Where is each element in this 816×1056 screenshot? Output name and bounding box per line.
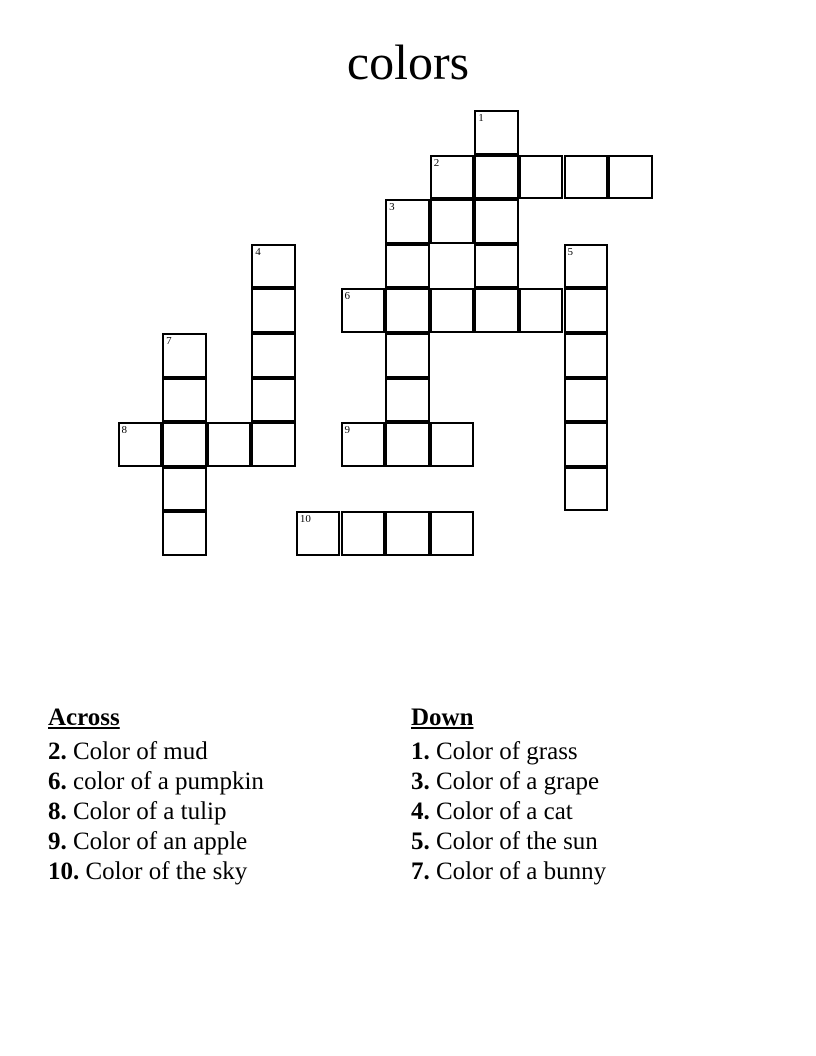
clue-text: Color of a cat xyxy=(436,798,573,825)
crossword-cell[interactable] xyxy=(474,244,519,289)
clue-text: Color of a grape xyxy=(436,768,600,795)
clue-down-7 xyxy=(411,857,606,887)
cell-number: 2 xyxy=(433,156,440,169)
crossword-cell[interactable] xyxy=(564,244,609,289)
crossword-cell[interactable] xyxy=(385,288,430,333)
clue-text: Color of mud xyxy=(73,738,208,765)
crossword-cell[interactable] xyxy=(474,288,519,333)
crossword-cell[interactable] xyxy=(519,155,564,200)
across-heading: Across xyxy=(48,704,120,731)
crossword-cell[interactable] xyxy=(430,199,475,244)
clue-number: 10. xyxy=(48,858,80,885)
crossword-cell[interactable] xyxy=(430,155,475,200)
crossword-cell[interactable] xyxy=(430,288,475,333)
crossword-cell[interactable] xyxy=(385,333,430,378)
crossword-cell[interactable] xyxy=(608,155,653,200)
crossword-cell[interactable] xyxy=(385,378,430,423)
crossword-cell[interactable] xyxy=(341,422,386,467)
crossword-cell[interactable] xyxy=(162,422,207,467)
crossword-cell[interactable] xyxy=(385,244,430,289)
crossword-cell[interactable] xyxy=(385,511,430,556)
crossword-cell[interactable] xyxy=(474,155,519,200)
crossword-cell[interactable] xyxy=(251,333,296,378)
crossword-cell[interactable] xyxy=(118,422,163,467)
clue-number: 8. xyxy=(48,798,67,825)
clue-number: 7. xyxy=(411,858,430,885)
crossword-cell[interactable] xyxy=(564,422,609,467)
clue-down-5 xyxy=(411,827,606,857)
down-heading: Down xyxy=(411,704,474,731)
crossword-cell[interactable] xyxy=(251,244,296,289)
clue-number: 3. xyxy=(411,768,430,795)
clue-text: Color of a tulip xyxy=(73,798,227,825)
crossword-cell[interactable] xyxy=(162,467,207,512)
crossword-cell[interactable] xyxy=(251,378,296,423)
clue-down-3 xyxy=(411,767,606,797)
crossword-cell[interactable] xyxy=(564,467,609,512)
crossword-cell[interactable] xyxy=(296,511,341,556)
clue-down-1 xyxy=(411,737,606,767)
clue-number: 9. xyxy=(48,828,67,855)
clue-across-8 xyxy=(48,797,264,827)
crossword-cell[interactable] xyxy=(474,199,519,244)
puzzle-title: colors xyxy=(346,34,470,90)
cell-number: 9 xyxy=(344,424,350,437)
clue-across-6 xyxy=(48,767,264,797)
crossword-cell[interactable] xyxy=(385,199,430,244)
clue-number: 4. xyxy=(411,798,430,825)
clue-across-9 xyxy=(48,827,264,857)
clue-number: 6. xyxy=(48,768,67,795)
cell-number: 3 xyxy=(389,201,395,214)
crossword-cell[interactable] xyxy=(430,422,475,467)
crossword-cell[interactable] xyxy=(162,378,207,423)
clue-text: color of a pumpkin xyxy=(73,768,264,795)
crossword-cell[interactable] xyxy=(564,378,609,423)
clue-number: 1. xyxy=(411,738,430,765)
crossword-cell[interactable] xyxy=(341,511,386,556)
clue-text: Color of the sun xyxy=(436,828,598,855)
clue-text: Color of grass xyxy=(436,738,578,765)
down-clues xyxy=(411,703,606,887)
cell-number: 5 xyxy=(567,245,573,258)
cell-number: 4 xyxy=(255,245,261,258)
crossword-cell[interactable] xyxy=(207,422,252,467)
clue-across-10 xyxy=(48,857,264,887)
cell-number: 6 xyxy=(344,290,350,303)
crossword-cell[interactable] xyxy=(564,288,609,333)
across-clues xyxy=(48,703,264,887)
crossword-cell[interactable] xyxy=(251,288,296,333)
crossword-cell[interactable] xyxy=(519,288,564,333)
clue-text: Color of an apple xyxy=(73,828,248,855)
crossword-cell[interactable] xyxy=(251,422,296,467)
cell-number: 10 xyxy=(299,513,311,526)
clue-number: 5. xyxy=(411,828,430,855)
crossword-cell[interactable] xyxy=(162,511,207,556)
clue-across-2 xyxy=(48,737,264,767)
cell-number: 1 xyxy=(478,112,484,124)
clue-down-4 xyxy=(411,797,606,827)
crossword-cell[interactable] xyxy=(564,155,609,200)
crossword-cell[interactable] xyxy=(341,288,386,333)
cell-number: 7 xyxy=(166,335,172,347)
crossword-cell[interactable] xyxy=(474,110,519,155)
crossword-cell[interactable] xyxy=(564,333,609,378)
crossword-cell[interactable] xyxy=(385,422,430,467)
clue-number: 2. xyxy=(48,738,67,765)
cell-number: 8 xyxy=(121,424,127,437)
crossword-cell[interactable] xyxy=(430,511,475,556)
crossword-cell[interactable] xyxy=(162,333,207,378)
clue-text: Color of the sky xyxy=(85,858,248,885)
clue-text: Color of a bunny xyxy=(436,858,607,885)
